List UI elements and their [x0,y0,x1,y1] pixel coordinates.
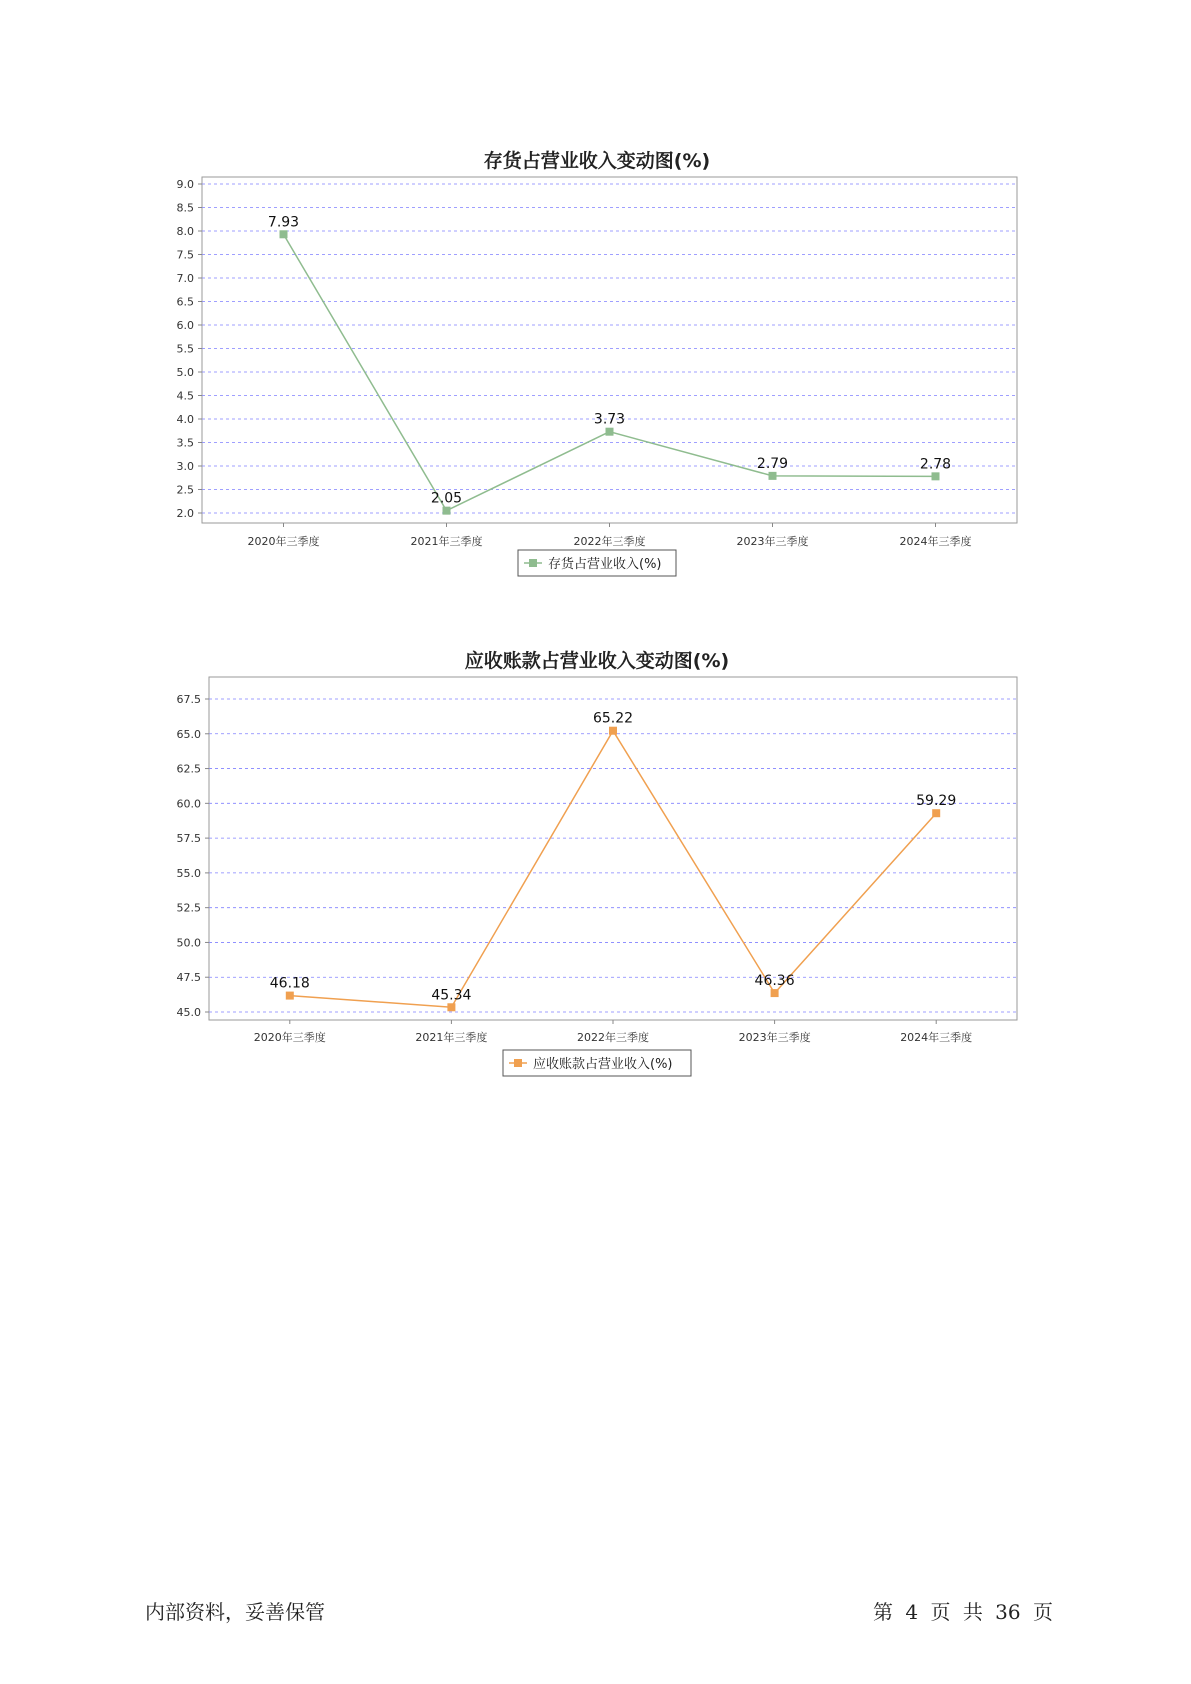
y-tick-label: 47.5 [176,971,201,985]
data-label: 7.93 [267,214,300,231]
data-label: 65.22 [592,710,634,727]
data-label: 2.78 [919,456,952,473]
y-tick-label: 62.5 [176,762,201,776]
inventory-ratio-svg [0,140,1191,590]
legend-label: 应收账款占营业收入(%) [533,1057,673,1072]
data-label: 3.73 [593,411,626,428]
y-tick-label: 5.5 [176,342,194,356]
data-point [932,809,940,817]
data-label: 2.79 [756,455,789,472]
data-point [609,727,617,735]
legend-label: 存货占营业收入(%) [548,557,662,572]
y-tick-label: 60.0 [176,797,201,811]
data-point [769,472,777,480]
chart-title: 存货占营业收入变动图(%) [483,150,711,172]
y-tick-label: 3.0 [176,460,194,473]
data-point [932,472,940,480]
data-point [447,1003,455,1011]
data-label: 2.05 [430,490,463,507]
data-point [606,428,614,436]
x-tick-label: 2024年三季度 [900,1031,973,1044]
legend-marker [514,1059,522,1067]
x-tick-label: 2023年三季度 [738,1031,811,1044]
y-tick-label: 2.5 [176,483,194,497]
y-tick-label: 45.0 [176,1006,201,1019]
receivables-ratio-svg [0,640,1191,1090]
y-tick-label: 7.5 [176,248,194,262]
y-tick-label: 2.0 [176,507,194,520]
y-tick-label: 5.0 [176,366,194,379]
data-point [286,992,294,1000]
data-point [280,230,288,238]
footer-confidential-note: 内部资料，妥善保管 [145,1600,325,1624]
footer-page-number: 第 4 页 共 36 页 [873,1600,1053,1624]
y-tick-label: 65.0 [176,727,201,741]
y-tick-label: 6.5 [176,295,194,309]
data-label: 59.29 [916,793,957,810]
y-tick-label: 7.0 [176,272,194,285]
y-tick-label: 4.0 [176,413,194,426]
x-tick-label: 2022年三季度 [573,535,646,548]
x-tick-label: 2023年三季度 [736,535,809,548]
receivables-ratio-chart [0,640,1191,1090]
plot-area [202,177,1017,523]
x-tick-label: 2024年三季度 [899,535,972,548]
data-point [771,989,779,997]
data-point [443,507,451,515]
data-label: 46.18 [269,975,310,992]
x-tick-label: 2021年三季度 [410,535,483,548]
y-tick-label: 4.5 [176,389,194,403]
y-tick-label: 8.5 [176,201,194,215]
legend-marker [529,559,537,567]
inventory-ratio-chart [0,140,1191,590]
data-label: 46.36 [754,973,795,990]
y-tick-label: 67.5 [176,693,201,706]
x-tick-label: 2022年三季度 [577,1031,649,1044]
x-tick-label: 2021年三季度 [415,1031,488,1044]
y-tick-label: 57.5 [176,832,201,846]
x-tick-label: 2020年三季度 [247,535,320,548]
y-tick-label: 6.0 [176,319,194,332]
x-tick-label: 2020年三季度 [253,1031,326,1044]
y-tick-label: 8.0 [176,225,194,238]
y-tick-label: 3.5 [176,436,194,450]
y-tick-label: 52.5 [176,901,201,915]
y-tick-label: 55.0 [176,866,201,880]
y-tick-label: 50.0 [176,936,201,950]
chart-title: 应收账款占营业收入变动图(%) [464,650,730,672]
y-tick-label: 9.0 [176,178,194,191]
data-label: 45.34 [431,987,472,1004]
